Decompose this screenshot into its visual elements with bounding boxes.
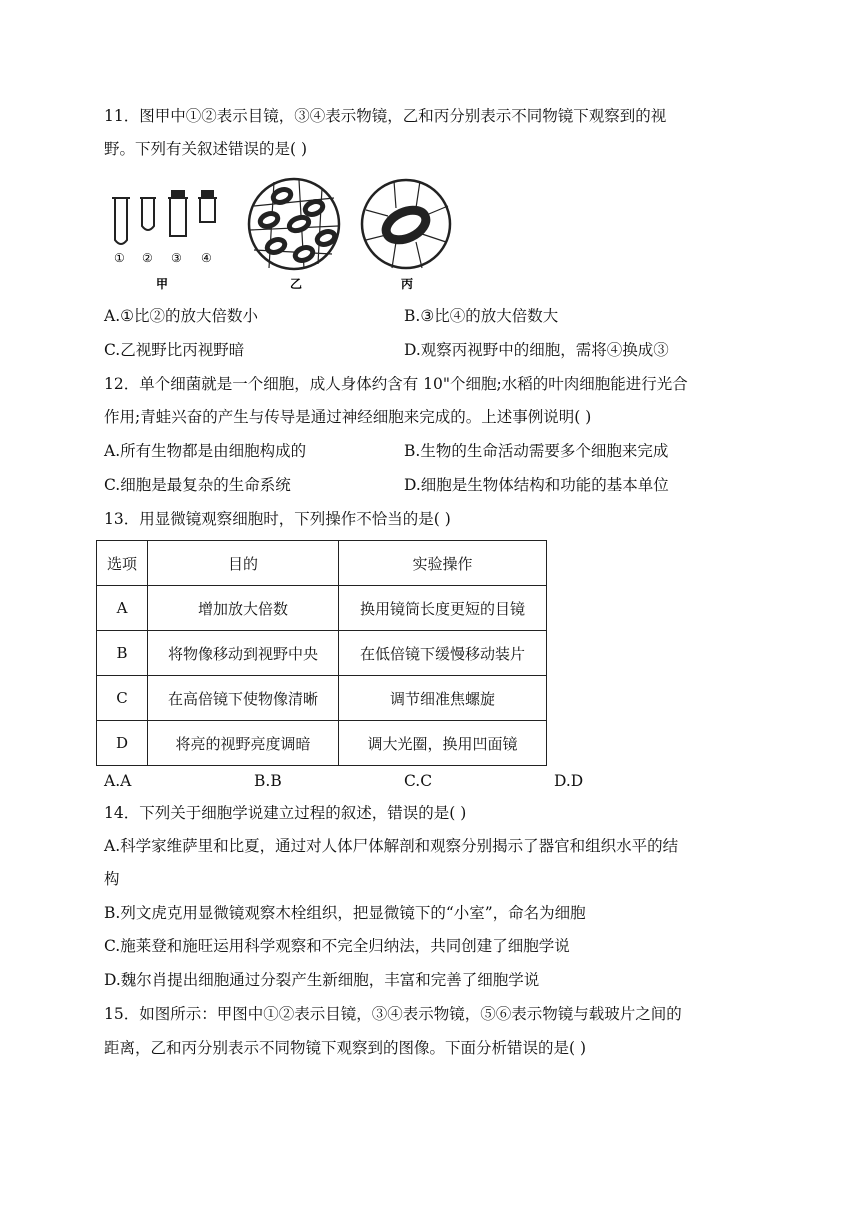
table-cell: A — [97, 586, 148, 631]
figure-label-yi: 乙 — [290, 277, 303, 291]
q11-stem-line2: 野。下列有关叙述错误的是( ) — [104, 140, 308, 158]
lens-3-icon — [168, 191, 188, 236]
q13-table — [96, 540, 547, 766]
q11-option-b[interactable]: B.③比④的放大倍数大 — [404, 307, 559, 325]
table-cell: 增加放大倍数 — [148, 586, 339, 631]
table-header-row — [97, 541, 547, 586]
q14-option-a-line1[interactable]: A.科学家维萨里和比夏，通过对人体尸体解剖和观察分别揭示了器官和组织水平的结 — [104, 837, 679, 855]
figure-label-jia: 甲 — [156, 277, 169, 291]
table-row — [97, 676, 547, 721]
lens-4-icon — [198, 191, 217, 222]
q12-option-a[interactable]: A.所有生物都是由细胞构成的 — [104, 442, 307, 460]
lens-1-icon — [112, 198, 130, 244]
q15-stem-line1: 15．如图所示：甲图中①②表示目镜，③④表示物镜，⑤⑥表示物镜与载玻片之间的 — [104, 1005, 682, 1023]
table-cell: 将亮的视野亮度调暗 — [148, 721, 339, 766]
q13-option-a[interactable]: A.A — [104, 772, 132, 790]
q12-stem-line2: 作用;青蛙兴奋的产生与传导是通过神经细胞来完成的。上述事例说明( ) — [104, 408, 592, 426]
q13-option-c[interactable]: C.C — [404, 772, 433, 790]
table-header-cell: 选项 — [97, 541, 148, 586]
lens-label-4: ④ — [201, 251, 212, 265]
figure-label-bing: 丙 — [401, 277, 414, 291]
lens-label-3: ③ — [171, 251, 182, 265]
table-cell: 调大光圈，换用凹面镜 — [339, 721, 547, 766]
q14-option-c[interactable]: C.施莱登和施旺运用科学观察和不完全归纳法，共同创建了细胞学说 — [104, 937, 570, 955]
q13-stem: 13．用显微镜观察细胞时，下列操作不恰当的是( ) — [104, 510, 451, 528]
table-header-cell: 实验操作 — [339, 541, 547, 586]
q14-option-b[interactable]: B.列文虎克用显微镜观察木栓组织，把显微镜下的“小室”，命名为细胞 — [104, 904, 586, 922]
table-cell: 调节细准焦螺旋 — [339, 676, 547, 721]
q13-option-b[interactable]: B.B — [254, 772, 282, 790]
lens-label-1: ① — [114, 251, 125, 265]
table-cell: 在高倍镜下使物像清晰 — [148, 676, 339, 721]
table-cell: C — [97, 676, 148, 721]
table-header-cell: 目的 — [148, 541, 339, 586]
table-cell: 换用镜筒长度更短的目镜 — [339, 586, 547, 631]
view-bing-icon — [362, 180, 450, 268]
table-cell: D — [97, 721, 148, 766]
lens-label-2: ② — [142, 251, 153, 265]
q11-stem-line1: 11．图甲中①②表示目镜，③④表示物镜，乙和丙分别表示不同物镜下观察到的视 — [104, 107, 667, 125]
q11-option-a[interactable]: A.①比②的放大倍数小 — [104, 307, 259, 325]
q12-option-c[interactable]: C.细胞是最复杂的生命系统 — [104, 476, 291, 494]
table-row — [97, 586, 547, 631]
table-row — [97, 721, 547, 766]
q14-option-d[interactable]: D.魏尔肖提出细胞通过分裂产生新细胞，丰富和完善了细胞学说 — [104, 971, 540, 989]
table-cell: 将物像移动到视野中央 — [148, 631, 339, 676]
q11-option-d[interactable]: D.观察丙视野中的细胞，需将④换成③ — [404, 341, 669, 359]
view-yi-icon — [249, 179, 339, 269]
lens-2-icon — [140, 198, 156, 230]
table-cell: 在低倍镜下缓慢移动装片 — [339, 631, 547, 676]
q14-option-a-line2[interactable]: 构 — [104, 870, 120, 888]
q12-option-b[interactable]: B.生物的生命活动需要多个细胞来完成 — [404, 442, 669, 460]
q13-option-d[interactable]: D.D — [554, 772, 584, 790]
table-cell: B — [97, 631, 148, 676]
q12-stem-line1: 12．单个细菌就是一个细胞，成人身体约含有 10"个细胞;水稻的叶肉细胞能进行光合 — [104, 375, 688, 393]
table-row — [97, 631, 547, 676]
q14-stem: 14．下列关于细胞学说建立过程的叙述，错误的是( ) — [104, 804, 467, 822]
q12-option-d[interactable]: D.细胞是生物体结构和功能的基本单位 — [404, 476, 669, 494]
q11-figure — [104, 176, 456, 298]
q11-option-c[interactable]: C.乙视野比丙视野暗 — [104, 341, 245, 359]
q15-stem-line2: 距离，乙和丙分别表示不同物镜下观察到的图像。下面分析错误的是( ) — [104, 1039, 587, 1057]
